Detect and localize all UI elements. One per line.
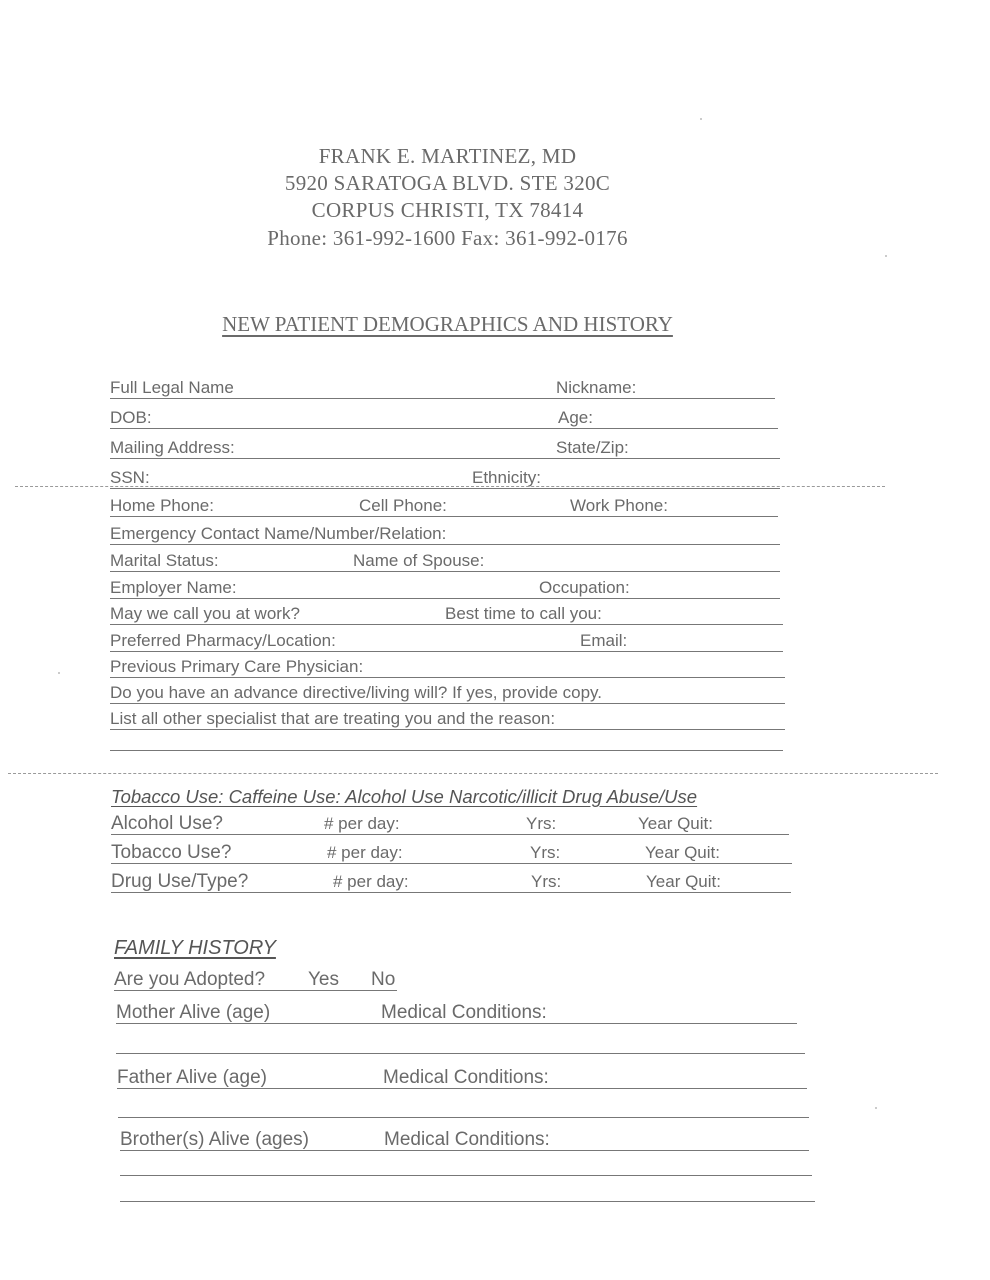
ssn-label: SSN: xyxy=(110,468,150,487)
mailing-row[interactable] xyxy=(110,436,780,459)
pharmacy-label: Preferred Pharmacy/Location: xyxy=(110,631,336,650)
drug-yrs-label: Yrs: xyxy=(531,872,562,891)
father-conditions-label: Medical Conditions: xyxy=(383,1067,549,1088)
brothers-row[interactable] xyxy=(120,1128,809,1151)
phone-fax: Phone: 361-992-1600 Fax: 361-992-0176 xyxy=(267,226,628,250)
pharmacy-row[interactable] xyxy=(110,629,783,652)
tobacco-quit-label: Year Quit: xyxy=(645,843,720,862)
scan-speck xyxy=(885,255,887,257)
father-row[interactable] xyxy=(117,1066,807,1089)
work-phone-label: Work Phone: xyxy=(570,496,668,515)
tobacco-yrs-label: Yrs: xyxy=(530,843,561,862)
emergency-label: Emergency Contact Name/Number/Relation: xyxy=(110,524,447,543)
scan-streak xyxy=(15,486,885,487)
occupation-label: Occupation: xyxy=(539,578,630,597)
brothers-conditions-label: Medical Conditions: xyxy=(384,1129,550,1150)
mailing-label: Mailing Address: xyxy=(110,438,235,457)
tobacco-label: Tobacco Use? xyxy=(111,842,232,863)
street-address: 5920 SARATOGA BLVD. STE 320C xyxy=(284,171,611,195)
adopted-yes-option[interactable]: Yes xyxy=(308,969,339,990)
drug-per-day-label: # per day: xyxy=(333,872,409,891)
brothers-label: Brother(s) Alive (ages) xyxy=(120,1129,310,1150)
father-extra-line[interactable] xyxy=(118,1117,809,1118)
drug-label: Drug Use/Type? xyxy=(111,871,249,892)
phone-row[interactable] xyxy=(110,494,778,517)
specialists-row[interactable] xyxy=(110,707,785,730)
adopted-row[interactable] xyxy=(114,968,397,991)
pcp-label: Previous Primary Care Physician: xyxy=(110,657,364,676)
call-work-label: May we call you at work? xyxy=(110,604,300,623)
alcohol-label: Alcohol Use? xyxy=(111,813,223,834)
spouse-label: Name of Spouse: xyxy=(353,551,485,570)
mother-label: Mother Alive (age) xyxy=(116,1002,271,1023)
ethnicity-label: Ethnicity: xyxy=(472,468,541,487)
mother-extra-line[interactable] xyxy=(116,1053,805,1054)
pcp-row[interactable] xyxy=(110,655,785,678)
scan-speck xyxy=(700,118,702,120)
nickname-label: Nickname: xyxy=(556,378,637,397)
employer-label: Employer Name: xyxy=(110,578,237,597)
emergency-row[interactable] xyxy=(110,522,780,545)
tobacco-row[interactable] xyxy=(111,841,792,864)
dob-label: DOB: xyxy=(110,408,152,427)
adopted-no-option[interactable]: No xyxy=(371,969,396,990)
scan-speck xyxy=(58,672,60,674)
substance-section-title: Tobacco Use: Caffeine Use: Alcohol Use Narcotic/illicit Drug Abuse/Use xyxy=(111,786,698,807)
dob-row[interactable] xyxy=(110,406,778,429)
specialists-extra-line[interactable] xyxy=(110,750,783,751)
mother-row[interactable] xyxy=(116,1001,797,1024)
employer-row[interactable] xyxy=(110,576,780,599)
advance-directive-row[interactable] xyxy=(110,681,785,704)
alcohol-per-day-label: # per day: xyxy=(324,814,400,833)
advance-directive-label: Do you have an advance directive/living will? If yes, provide copy. xyxy=(110,683,602,702)
call-work-row[interactable] xyxy=(110,602,783,625)
city-state-zip: CORPUS CHRISTI, TX 78414 xyxy=(311,198,584,222)
brothers-extra-line-1[interactable] xyxy=(120,1175,812,1176)
scan-speck xyxy=(875,1107,877,1109)
marital-row[interactable] xyxy=(110,549,780,572)
brothers-extra-line-2[interactable] xyxy=(120,1201,815,1202)
drug-quit-label: Year Quit: xyxy=(646,872,721,891)
adopted-label: Are you Adopted? xyxy=(114,969,266,990)
cell-phone-label: Cell Phone: xyxy=(359,496,447,515)
drug-row[interactable] xyxy=(111,870,791,893)
home-phone-label: Home Phone: xyxy=(110,496,214,515)
full-name-row[interactable] xyxy=(110,376,775,399)
alcohol-quit-label: Year Quit: xyxy=(638,814,713,833)
mother-conditions-label: Medical Conditions: xyxy=(381,1002,547,1023)
marital-label: Marital Status: xyxy=(110,551,219,570)
alcohol-yrs-label: Yrs: xyxy=(526,814,557,833)
best-time-label: Best time to call you: xyxy=(445,604,602,623)
form-title: NEW PATIENT DEMOGRAPHICS AND HISTORY xyxy=(222,312,673,336)
specialists-label: List all other specialist that are treating you and the reason: xyxy=(110,709,556,728)
full-name-label: Full Legal Name xyxy=(110,378,234,397)
state-zip-label: State/Zip: xyxy=(556,438,629,457)
age-label: Age: xyxy=(558,408,593,427)
scan-streak-2 xyxy=(8,773,938,774)
doctor-name: FRANK E. MARTINEZ, MD xyxy=(318,144,577,168)
father-label: Father Alive (age) xyxy=(117,1067,267,1088)
family-history-title: FAMILY HISTORY xyxy=(114,937,276,959)
tobacco-per-day-label: # per day: xyxy=(327,843,403,862)
alcohol-row[interactable] xyxy=(111,812,789,835)
email-label: Email: xyxy=(580,631,628,650)
